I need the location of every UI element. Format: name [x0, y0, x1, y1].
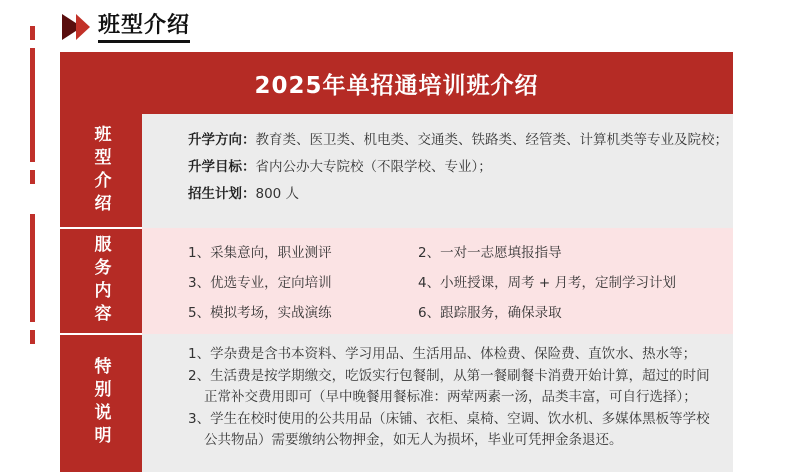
service-item: 4、小班授课，周考 + 月考，定制学习计划 — [418, 275, 676, 291]
play-arrow-icon — [76, 14, 90, 40]
service-item: 3、优选专业，定向培训 — [188, 275, 332, 291]
row-label: 服务内容 — [60, 228, 142, 334]
row-content — [142, 114, 733, 228]
section-heading — [62, 8, 190, 46]
service-item: 6、跟踪服务，确保录取 — [418, 305, 562, 321]
service-item: 5、模拟考场，实战演练 — [188, 305, 332, 321]
note-line: 1、学杂费是含书本资料、学习用品、生活用品、体检费、保险费、直饮水、热水等； — [188, 346, 697, 362]
row-label: 班型介绍 — [60, 114, 142, 228]
row-content — [142, 228, 733, 334]
side-decoration — [30, 170, 35, 184]
row-label: 特别说明 — [60, 334, 142, 472]
note-line: 2、生活费是按学期缴交，吃饭实行包餐制，从第一餐刷餐卡消费开始计算，超过的时间 — [188, 367, 710, 384]
note-line: 3、学生在校时使用的公共用品（床铺、衣柜、桌椅、空调、饮水机、多媒体黑板等学校 — [188, 410, 710, 427]
side-decoration — [30, 26, 35, 40]
notes-row — [60, 334, 733, 472]
side-decoration — [30, 48, 35, 162]
info-line: 升学方向： 教育类、医卫类、机电类、交通类、铁路类、经管类、计算机类等专业及院校； — [188, 131, 728, 148]
side-decoration — [30, 330, 35, 344]
section-title: 班型介绍 — [98, 12, 190, 43]
row-content — [142, 334, 733, 472]
info-line: 招生计划： 800 人 — [188, 185, 300, 202]
service-item: 2、一对一志愿填报指导 — [418, 245, 562, 261]
intro-card — [60, 52, 733, 472]
divider — [60, 333, 142, 335]
class-type-row — [60, 114, 733, 228]
service-item: 1、采集意向，职业测评 — [188, 245, 332, 261]
note-line: 公共物品）需要缴纳公物押金，如无人为损坏，毕业可凭押金条退还。 — [204, 432, 623, 448]
services-row — [60, 228, 733, 334]
info-line: 升学目标： 省内公办大专院校（不限学校、专业）； — [188, 158, 492, 175]
note-line: 正常补交费用即可（早中晚餐用餐标准：两荤两素一汤，品类丰富，可自行选择）； — [204, 389, 697, 405]
divider — [60, 227, 142, 229]
side-decoration — [30, 214, 35, 322]
card-title: 2025年单招通培训班介绍 — [60, 52, 733, 114]
